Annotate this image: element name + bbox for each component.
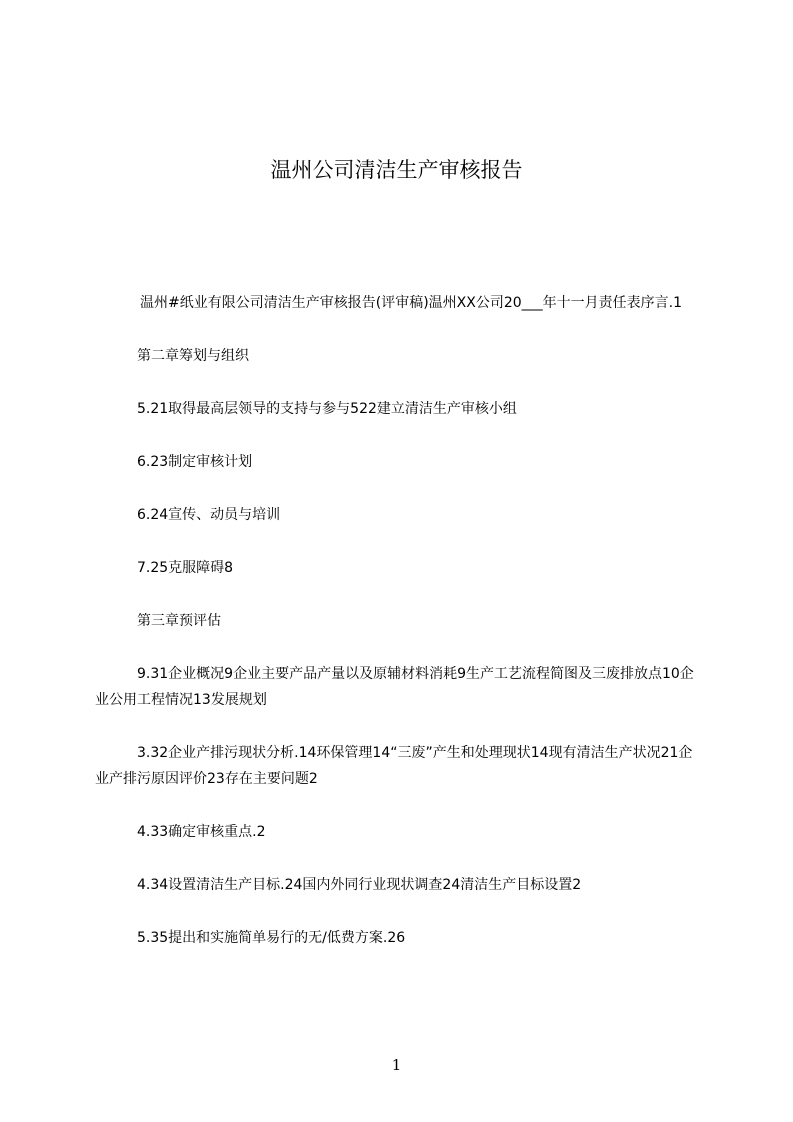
paragraph: 6.23制定审核计划 <box>137 454 253 470</box>
paragraph: 5.21取得最高层领导的支持与参与522建立清洁生产审核小组 <box>137 401 517 417</box>
paragraph: 第三章预评估 <box>137 613 221 629</box>
paragraph: 7.25克服障碍8 <box>137 560 234 576</box>
document-body <box>95 290 705 978</box>
paragraph: 温州#纸业有限公司清洁生产审核报告(评审稿)温州XX公司20___年十一月责任表序言.1 <box>140 295 683 311</box>
paragraph: 4.33确定审核重点.2 <box>137 824 266 840</box>
page-title: 温州公司清洁生产审核报告 <box>270 158 523 183</box>
paragraph: 6.24宣传、动员与培训 <box>137 507 281 523</box>
paragraph: 5.35提出和实施简单易行的无/低费方案.26 <box>137 930 406 946</box>
paragraph: 3.32企业产排污现状分析.14环保管理14“三废”产生和处理现状14现有清洁生产状况21企业产排污原因评价23存在主要问题2 <box>95 745 693 787</box>
paragraph: 4.34设置清洁生产目标.24国内外同行业现状调查24清洁生产目标设置2 <box>137 877 582 893</box>
paragraph: 第二章筹划与组织 <box>137 348 249 364</box>
page-number: 1 <box>391 1056 402 1074</box>
paragraph: 9.31企业概况9企业主要产品产量以及原辅材料消耗9生产工艺流程简图及三废排放点10企业公用工程情况13发展规划 <box>95 666 694 708</box>
